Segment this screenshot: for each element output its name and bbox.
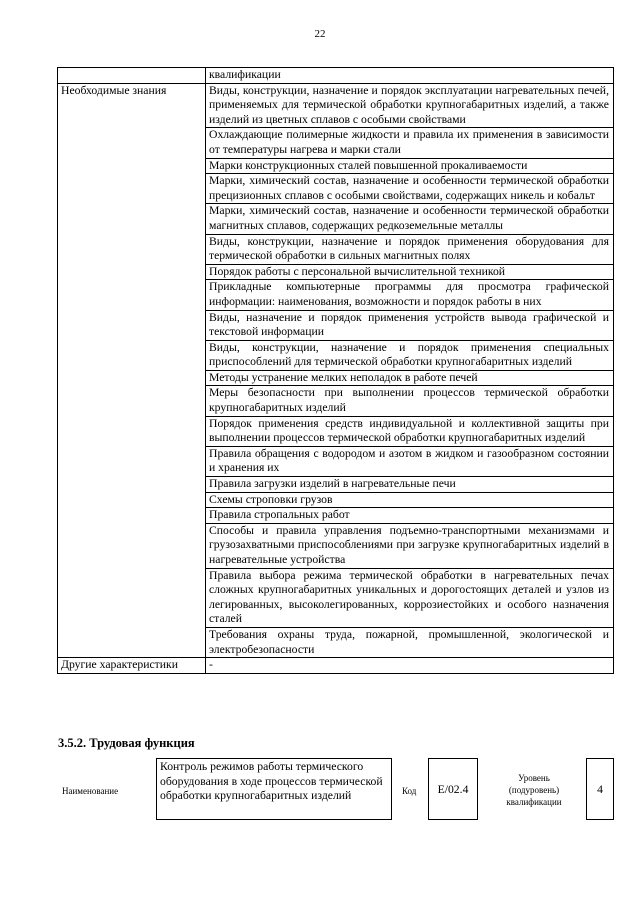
function-name-value: Контроль режимов работы термического оборудования в ходе процессов термической обработки крупногабаритных изделий xyxy=(156,758,392,820)
table-cell: квалификации xyxy=(206,68,614,84)
knowledge-item: Правила выбора режима термической обработки в нагревательных печах сложных крупногабаритных уникальных и дорогостоящих деталей и узлов из легированных, высоколегированных, коррозиестойких и особого назначения сталей xyxy=(206,568,614,627)
knowledge-item: Марки, химический состав, назначение и особенности термической обработки прецизионных сплавов с особыми свойствами, содержащих никель и кобальт xyxy=(206,174,614,204)
knowledge-item: Правила загрузки изделий в нагревательные печи xyxy=(206,477,614,493)
knowledge-item: Способы и правила управления подъемно-транспортными механизмами и грузозахватными приспособлениями при загрузке крупногабаритных изделий в нагревательные устройства xyxy=(206,523,614,568)
table-row xyxy=(58,83,614,128)
page-number: 22 xyxy=(314,28,326,40)
knowledge-item: Меры безопасности при выполнении процессов термической обработки крупногабаритных изделий xyxy=(206,386,614,416)
knowledge-item: Порядок работы с персональной вычислительной техникой xyxy=(206,264,614,280)
knowledge-item: Виды, назначение и порядок применения устройств вывода графической и текстовой информации xyxy=(206,310,614,340)
level-value: 4 xyxy=(586,758,614,820)
knowledge-item: Методы устранение мелких неполадок в работе печей xyxy=(206,370,614,386)
knowledge-item: Виды, конструкции, назначение и порядок эксплуатации нагревательных печей, применяемых для термической обработки крупногабаритных изделий, а также изделий из цветных сплавов с особыми свойствами xyxy=(206,83,614,128)
knowledge-item: Правила обращения с водородом и азотом в жидком и газообразном состоянии и хранения их xyxy=(206,446,614,476)
knowledge-item: Прикладные компьютерные программы для просмотра графической информации: наименования, возможности и порядок работы в них xyxy=(206,280,614,310)
knowledge-item: Требования охраны труда, пожарной, промышленной, экологической и электробезопасности xyxy=(206,627,614,657)
name-label: Наименование xyxy=(62,786,119,796)
knowledge-item: Марки конструкционных сталей повышенной прокаливаемости xyxy=(206,158,614,174)
code-label: Код xyxy=(402,786,417,796)
table-row xyxy=(58,658,614,674)
section-title: 3.5.2. Трудовая функция xyxy=(58,736,195,750)
other-value: - xyxy=(206,658,614,674)
knowledge-item: Виды, конструкции, назначение и порядок применения оборудования для термической обработки в сильных магнитных полях xyxy=(206,234,614,264)
table-row xyxy=(58,68,614,84)
code-value: E/02.4 xyxy=(428,758,478,820)
knowledge-item: Охлаждающие полимерные жидкости и правила их применения в зависимости от температуры нагрева и марки стали xyxy=(206,128,614,158)
empty-label-cell xyxy=(58,68,206,84)
knowledge-item: Правила стропальных работ xyxy=(206,508,614,524)
knowledge-item: Порядок применения средств индивидуальной и коллективной защиты при выполнении процессов термической обработки крупногабаритных изделий xyxy=(206,416,614,446)
knowledge-item: Виды, конструкции, назначение и порядок применения специальных приспособлений для термической обработки крупногабаритных изделий xyxy=(206,340,614,370)
other-label: Другие характеристики xyxy=(58,658,206,674)
knowledge-table xyxy=(57,67,614,674)
level-label: Уровень (подуровень) квалификации xyxy=(506,773,562,807)
knowledge-item: Марки, химический состав, назначение и особенности термической обработки магнитных сплавов, содержащих редкоземельные металлы xyxy=(206,204,614,234)
knowledge-label: Необходимые знания xyxy=(58,83,206,658)
knowledge-item: Схемы строповки грузов xyxy=(206,492,614,508)
